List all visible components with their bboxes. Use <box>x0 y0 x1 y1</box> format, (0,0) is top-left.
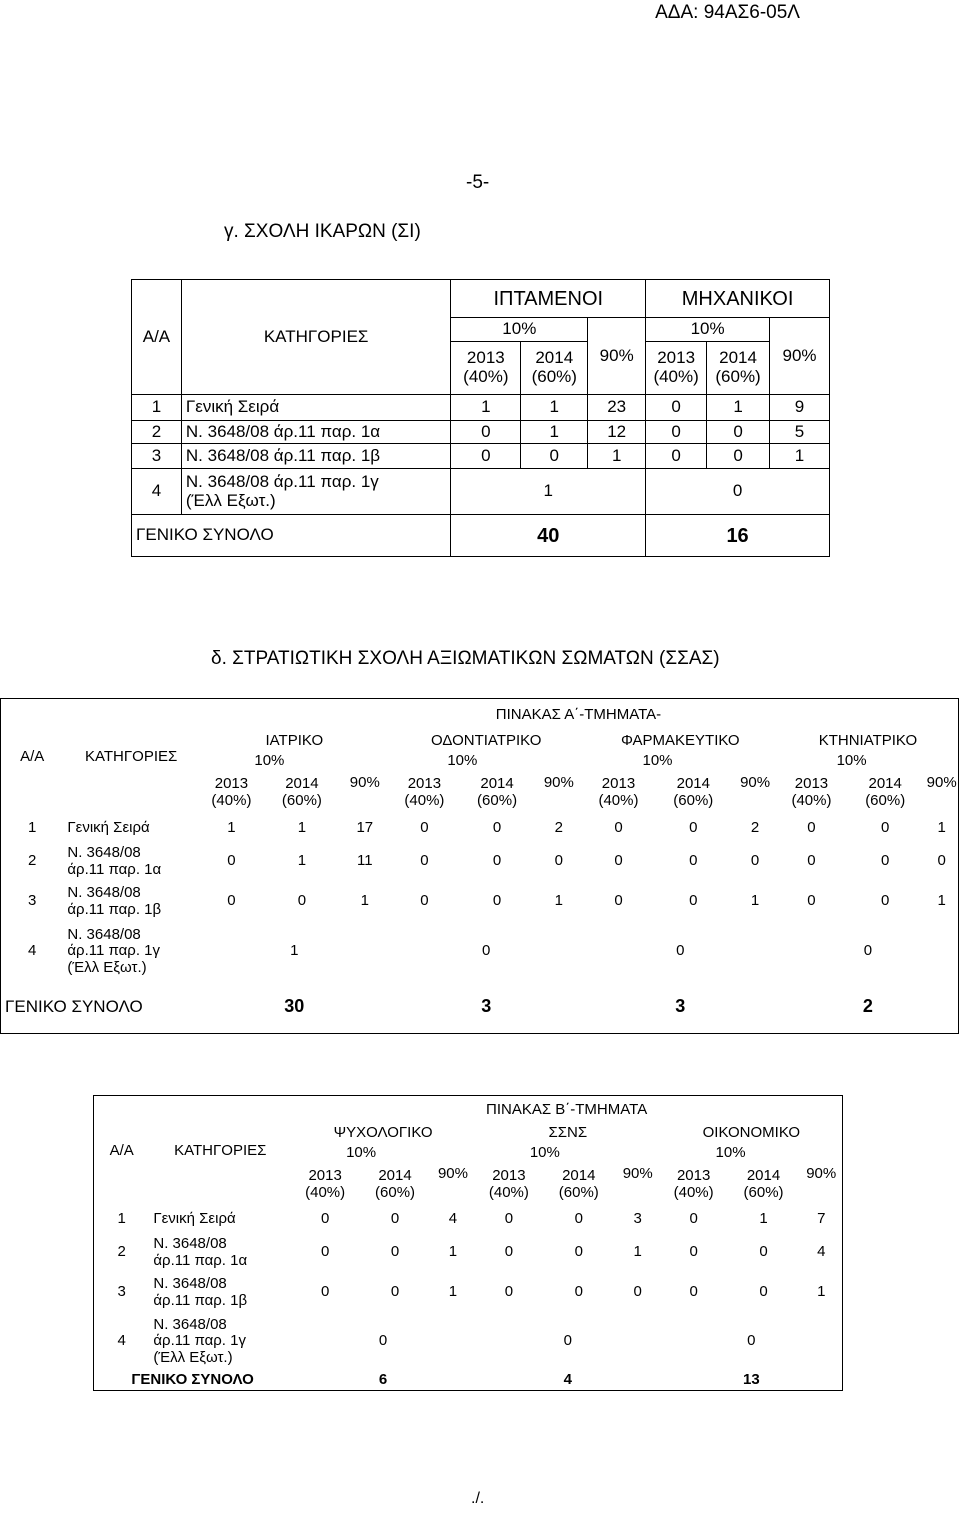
cell: 1 <box>633 1243 642 1261</box>
table-row <box>132 469 830 515</box>
pct10-header: 10% <box>346 1144 377 1162</box>
group-header: ΨΥΧΟΛΟΓΙΚΟ <box>333 1124 433 1142</box>
header-aa: Α/Α <box>109 1141 134 1159</box>
cell: 0 <box>504 1209 514 1227</box>
cell: 5 <box>770 421 830 444</box>
total-value: 16 <box>646 515 830 557</box>
group-header: ΜΗΧΑΝΙΚΟΙ <box>646 280 830 318</box>
year-header: 2014 (60%) <box>673 775 714 809</box>
row-number: 4 <box>28 942 37 960</box>
table-b <box>93 1095 843 1391</box>
cell: 0 <box>420 852 429 870</box>
cell: 0 <box>614 852 623 870</box>
cell: 0 <box>297 892 307 910</box>
total-value: 2 <box>862 996 873 1017</box>
cell: 0 <box>320 1283 330 1301</box>
pct10-header: 10% <box>646 318 770 342</box>
cell: 0 <box>554 852 564 870</box>
merged-cell: 0 <box>563 1332 572 1350</box>
cell: 0 <box>574 1243 583 1261</box>
pct90-header: 90% <box>806 1165 837 1183</box>
table-row <box>1 882 959 922</box>
ada-code: ΑΔΑ: 94ΑΣ6-05Λ <box>655 2 800 23</box>
cell: 0 <box>759 1283 768 1301</box>
table-row <box>1 922 959 982</box>
year-header: 2013 (40%) <box>488 1167 529 1201</box>
cell: 0 <box>227 852 236 870</box>
year-header: 2014 (60%) <box>521 342 588 395</box>
cell: 0 <box>633 1283 642 1301</box>
cell: 0 <box>492 852 502 870</box>
year-header: 2013 (40%) <box>305 1167 346 1201</box>
pct10-header: 10% <box>451 318 588 342</box>
row-number: 4 <box>117 1332 126 1350</box>
row-category: Ν. 3648/08 άρ.11 παρ. 1β <box>181 444 450 469</box>
group-header: ΦΑΡΜΑΚΕΥΤΙΚΟ <box>620 731 740 749</box>
total-value: 40 <box>451 515 646 557</box>
cell: 0 <box>807 892 816 910</box>
year-header: 2013 (40%) <box>211 775 252 809</box>
section-g-title: γ. ΣΧΟΛΗ ΙΚΑΡΩΝ (ΣΙ) <box>224 221 421 242</box>
cell: 1 <box>297 818 307 836</box>
row-number: 1 <box>117 1209 126 1227</box>
table-row <box>94 1233 843 1273</box>
row-category: Γενική Σειρά <box>181 395 450 421</box>
cell: 0 <box>390 1283 400 1301</box>
table-row <box>94 1273 843 1313</box>
total-value: 4 <box>563 1371 572 1388</box>
row-number: 4 <box>132 469 182 515</box>
pct10-header: 10% <box>836 751 867 769</box>
cell: 0 <box>707 421 770 444</box>
year-header: 2014 (60%) <box>707 342 770 395</box>
cell: 2 <box>750 818 760 836</box>
header-aa: Α/Α <box>132 280 182 395</box>
cell: 0 <box>881 818 890 836</box>
row-category: Ν. 3648/08 άρ.11 παρ. 1β <box>67 884 162 918</box>
total-label: ΓΕΝΙΚΟ ΣΥΝΟΛΟ <box>5 996 143 1016</box>
merged-cell: 0 <box>747 1332 756 1350</box>
table-row <box>94 1313 843 1371</box>
cell: 0 <box>574 1209 583 1227</box>
cell: 1 <box>451 395 521 421</box>
end-mark: ./. <box>471 1490 485 1507</box>
year-header: 2014 (60%) <box>558 1167 599 1201</box>
total-row <box>94 1371 843 1391</box>
section-d-title: δ. ΣΤΡΑΤΙΩΤΙΚΗ ΣΧΟΛΗ ΑΞΙΩΜΑΤΙΚΩΝ ΣΩΜΑΤΩΝ (ΣΣΑΣ) <box>211 648 720 669</box>
total-value: 3 <box>481 996 492 1017</box>
cell: 0 <box>707 444 770 469</box>
row-number: 2 <box>117 1243 126 1261</box>
cell: 0 <box>320 1243 330 1261</box>
total-row <box>1 982 959 1034</box>
row-number: 2 <box>132 421 182 444</box>
row-number: 3 <box>117 1283 126 1301</box>
cell: 0 <box>492 818 502 836</box>
cell: 1 <box>521 421 588 444</box>
table-row <box>1 815 959 842</box>
table-caption: ΠΙΝΑΚΑΣ Β΄-ΤΜΗΜΑΤΑ <box>485 1100 648 1118</box>
row-category: Ν. 3648/08 άρ.11 παρ. 1γ (Έλλ Εξωτ.) <box>181 469 450 515</box>
group-header: ΙΑΤΡΙΚΟ <box>265 731 324 749</box>
cell: 9 <box>770 395 830 421</box>
header-categories: ΚΑΤΗΓΟΡΙΕΣ <box>85 747 178 765</box>
row-number: 3 <box>132 444 182 469</box>
cell: 0 <box>504 1243 514 1261</box>
total-value: 3 <box>675 996 686 1017</box>
row-number: 1 <box>132 395 182 421</box>
cell: 1 <box>227 818 236 836</box>
cell: 0 <box>646 421 707 444</box>
pct90-header: 90% <box>770 318 830 395</box>
row-category: Γενική Σειρά <box>153 1209 236 1227</box>
cell: 0 <box>420 818 429 836</box>
year-header: 2013 (40%) <box>646 342 707 395</box>
cell: 0 <box>492 892 502 910</box>
cell: 12 <box>588 421 646 444</box>
row-category: Ν. 3648/08 άρ.11 παρ. 1γ (Έλλ Εξωτ.) <box>67 925 161 976</box>
year-header: 2013 (40%) <box>598 775 639 809</box>
pct10-header: 10% <box>447 751 478 769</box>
cell: 17 <box>356 818 374 836</box>
group-header: ΚΤΗΝΙΑΤΡΙΚΟ <box>818 731 918 749</box>
pct90-header: 90% <box>437 1165 468 1183</box>
cell: 1 <box>707 395 770 421</box>
cell: 4 <box>817 1243 826 1261</box>
year-header: 2013 (40%) <box>791 775 832 809</box>
row-number: 1 <box>28 818 37 836</box>
cell: 1 <box>588 444 646 469</box>
merged-cell: 1 <box>451 469 646 515</box>
cell: 0 <box>689 1283 698 1301</box>
row-category: Ν. 3648/08 άρ.11 παρ. 1α <box>181 421 450 444</box>
cell: 0 <box>750 852 760 870</box>
table-row <box>132 395 830 421</box>
row-category: Ν. 3648/08 άρ.11 παρ. 1α <box>153 1235 248 1269</box>
pct90-header: 90% <box>740 773 771 791</box>
cell: 1 <box>448 1243 458 1261</box>
merged-cell: 0 <box>676 942 685 960</box>
cell: 3 <box>633 1209 642 1227</box>
cell: 2 <box>554 818 564 836</box>
row-category: Ν. 3648/08 άρ.11 παρ. 1β <box>153 1275 248 1309</box>
pct90-header: 90% <box>588 318 646 395</box>
cell: 0 <box>689 1243 698 1261</box>
cell: 11 <box>356 852 373 870</box>
pct90-header: 90% <box>349 773 380 791</box>
total-label: ΓΕΝΙΚΟ ΣΥΝΟΛΟ <box>131 1371 254 1388</box>
header-categories: ΚΑΤΗΓΟΡΙΕΣ <box>174 1141 267 1159</box>
year-header: 2014 (60%) <box>865 775 906 809</box>
cell: 23 <box>588 395 646 421</box>
header-categories: ΚΑΤΗΓΟΡΙΕΣ <box>181 280 450 395</box>
merged-cell: 0 <box>646 469 830 515</box>
merged-cell: 0 <box>482 942 491 960</box>
cell: 1 <box>759 1209 768 1227</box>
cell: 0 <box>574 1283 583 1301</box>
cell: 0 <box>646 395 707 421</box>
cell: 1 <box>937 892 946 910</box>
cell: 1 <box>750 892 760 910</box>
cell: 1 <box>770 444 830 469</box>
cell: 0 <box>320 1209 330 1227</box>
year-header: 2014 (60%) <box>281 775 322 809</box>
row-category: Ν. 3648/08 άρ.11 παρ. 1α <box>67 844 162 878</box>
cell: 0 <box>504 1283 514 1301</box>
row-category: Γενική Σειρά <box>67 818 150 836</box>
cell: 0 <box>689 818 698 836</box>
row-category: Ν. 3648/08 άρ.11 παρ. 1γ (Έλλ Εξωτ.) <box>153 1315 246 1366</box>
cell: 0 <box>451 444 521 469</box>
cell: 1 <box>297 852 307 870</box>
cell: 0 <box>614 818 623 836</box>
table-caption: ΠΙΝΑΚΑΣ Α΄-ΤΜΗΜΑΤΑ- <box>495 705 662 723</box>
cell: 4 <box>448 1209 458 1227</box>
group-header: ΟΙΚΟΝΟΜΙΚΟ <box>702 1124 801 1142</box>
group-header: ΟΔΟΝΤΙΑΤΡΙΚΟ <box>431 731 542 749</box>
pct10-header: 10% <box>715 1144 746 1162</box>
year-header: 2014 (60%) <box>477 775 518 809</box>
cell: 0 <box>227 892 236 910</box>
table-row <box>1 842 959 882</box>
cell: 0 <box>646 444 707 469</box>
cell: 1 <box>448 1283 458 1301</box>
total-label: ΓΕΝΙΚΟ ΣΥΝΟΛΟ <box>132 515 451 557</box>
cell: 0 <box>807 818 816 836</box>
year-header: 2014 (60%) <box>375 1167 416 1201</box>
cell: 0 <box>937 852 946 870</box>
row-number: 2 <box>28 852 37 870</box>
pct90-header: 90% <box>622 1165 653 1183</box>
cell: 7 <box>817 1209 826 1227</box>
cell: 0 <box>451 421 521 444</box>
group-header: ΙΠΤΑΜΕΝΟΙ <box>451 280 646 318</box>
cell: 0 <box>521 444 588 469</box>
cell: 0 <box>807 852 816 870</box>
header-aa: Α/Α <box>20 747 45 765</box>
pct10-header: 10% <box>642 751 673 769</box>
cell: 0 <box>759 1243 768 1261</box>
cell: 1 <box>937 818 946 836</box>
cell: 0 <box>390 1243 400 1261</box>
cell: 0 <box>881 852 890 870</box>
ikaron-table <box>131 279 830 557</box>
page-number: -5- <box>466 172 490 193</box>
year-header: 2013 (40%) <box>404 775 445 809</box>
cell: 0 <box>881 892 890 910</box>
pct10-header: 10% <box>254 751 285 769</box>
cell: 0 <box>420 892 429 910</box>
group-header: ΣΣΝΣ <box>548 1124 588 1142</box>
total-value: 30 <box>284 996 305 1017</box>
year-header: 2013 (40%) <box>451 342 521 395</box>
total-value: 13 <box>742 1371 760 1388</box>
cell: 0 <box>390 1209 400 1227</box>
pct90-header: 90% <box>543 773 574 791</box>
cell: 1 <box>521 395 588 421</box>
merged-cell: 0 <box>863 942 873 960</box>
table-a <box>0 698 959 1034</box>
cell: 0 <box>689 1209 698 1227</box>
table-row <box>132 421 830 444</box>
merged-cell: 0 <box>378 1332 388 1350</box>
cell: 1 <box>360 892 369 910</box>
total-value: 6 <box>378 1371 388 1388</box>
total-row <box>132 515 830 557</box>
pct90-header: 90% <box>926 773 957 791</box>
table-row <box>132 444 830 469</box>
merged-cell: 1 <box>290 942 299 960</box>
pct10-header: 10% <box>529 1144 560 1162</box>
cell: 1 <box>817 1283 826 1301</box>
year-header: 2013 (40%) <box>673 1167 714 1201</box>
cell: 0 <box>614 892 623 910</box>
table-row <box>94 1206 843 1233</box>
year-header: 2014 (60%) <box>743 1167 784 1201</box>
cell: 0 <box>689 852 698 870</box>
cell: 1 <box>554 892 564 910</box>
cell: 0 <box>689 892 698 910</box>
row-number: 3 <box>28 892 37 910</box>
